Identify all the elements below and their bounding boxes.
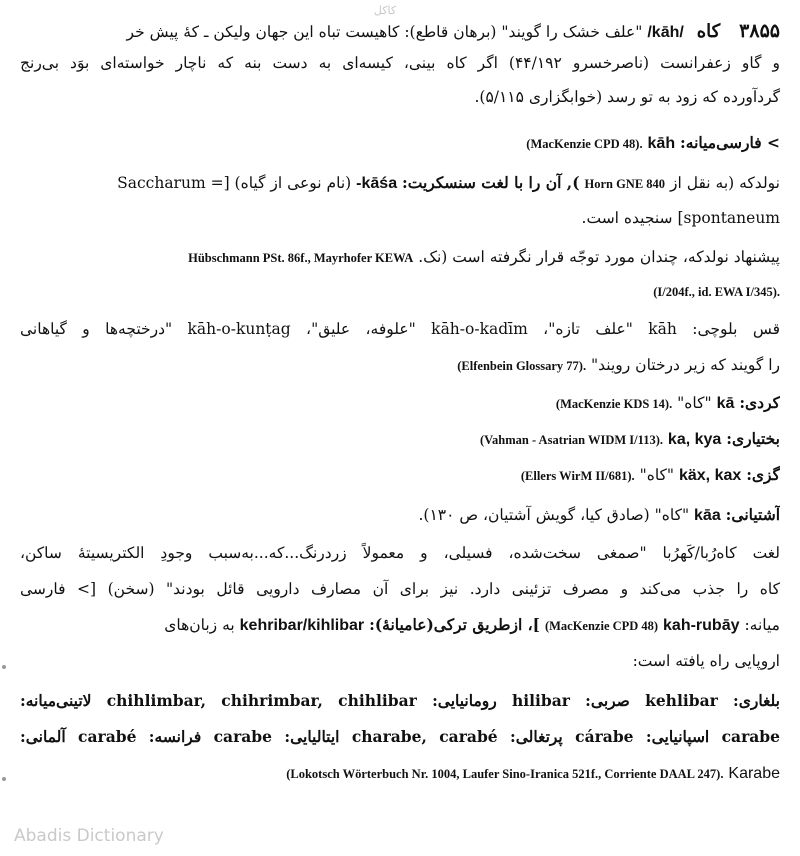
entry-line-1 xyxy=(20,16,780,46)
noldeke-line-1 xyxy=(20,168,780,198)
european-line-2: carabe اسپانیایی: cárabe پرتغالی: charabe, carabé ایتالیایی: carabe فرانسه: carabé آلمانی: xyxy=(20,727,780,746)
header-watermark: کاکل xyxy=(373,4,397,17)
hubschmann-ref: Hübschmann PSt. 86f., Mayrhofer KEWA xyxy=(188,251,414,265)
kurdish-line xyxy=(20,388,780,418)
middle-persian-ref: (MacKenzie CPD 48). xyxy=(526,137,643,151)
ashtiani-label: آشتیانی: xyxy=(725,505,780,524)
kahroba-turkish-word: kehribar/kihlibar xyxy=(239,617,365,634)
kahroba-line-1: لغت کاه‌رُبا/کَهرُبا "صمغی سخت‌شده، فسیلی، و معمولاً زردرنگ...که...به‌سبب وجودِ الکتریسیتهٔ ساکن، xyxy=(20,544,780,562)
entry-line-3: گردآورده که زود به تو رسد (خوابگزاری ۵/۱۱۵). xyxy=(474,88,780,106)
kahroba-continuation: به زبان‌های xyxy=(164,616,235,634)
middle-persian-line xyxy=(20,128,780,158)
bakhtiari-word: ka, kya xyxy=(667,431,722,448)
gazi-word: käx, kax xyxy=(678,467,742,484)
german-word: Karabe xyxy=(728,765,780,782)
kahroba-ref: (MacKenzie CPD 48) xyxy=(544,619,659,633)
hubschmann-ref-2: (I/204f., id. EWA I/345). xyxy=(653,285,780,299)
kahroba-line-3 xyxy=(20,610,780,640)
sanskrit-word: -kāśa xyxy=(356,175,398,192)
european-ref: (Lokotsch Wörterbuch Nr. 1004, Laufer Sino-Iranica 521f., Corriente DAAL 247). xyxy=(286,767,724,781)
hubschmann-text: پیشنهاد نولدکه، چندان مورد توجّه قرار نگرفته است (نک. xyxy=(418,248,780,266)
margin-dot xyxy=(2,665,6,669)
footer-watermark: Abadis Dictionary xyxy=(14,826,164,846)
headword: کاه xyxy=(696,21,721,42)
kahroba-middle-persian-label: میانه: xyxy=(744,616,780,634)
gazi-line xyxy=(20,460,780,490)
entry-line-2: و گاو زعفرانست (ناصرخسرو ۴۴/۱۹۲) اگر کاه بینی، کیسه‌ای به دست بنه که ناچار خواسته‌ای بوَد بی‌رنج xyxy=(20,54,780,72)
noldeke-sanskrit-label: ), آن را با لغت سنسکریت: xyxy=(402,173,580,192)
kahroba-line-2: کاه را جذب می‌کند و مصرف تزئینی دارد. نیز برای آن مصارف دارویی قائل بودند" (سخن) [> فارسی xyxy=(20,580,780,598)
kahroba-turkish-label: ]، ازطریق ترکی(عامیانهٔ): xyxy=(369,615,540,634)
baluchi-line-1: قس بلوچی: kāh "علف تازه"، kāh-o-kadīm "علوفه، علیق"، kāh-o-kunṭag "درختچه‌ها و گیاهانی xyxy=(20,320,780,338)
bakhtiari-label: بختیاری: xyxy=(726,429,780,448)
entry-definition: "علف خشک را گویند" (برهان قاطع): کاهیست تباه این جهان ولیکن ـ کهٔ پیش خر xyxy=(126,23,643,41)
hubschmann-line-2 xyxy=(20,276,780,306)
bakhtiari-ref: (Vahman - Asatrian WIDM I/113). xyxy=(479,433,663,447)
gazi-label: گزی: xyxy=(746,465,780,484)
noldeke-text: نولدکه (به نقل از xyxy=(669,174,780,192)
margin-dot xyxy=(2,777,6,781)
kurdish-label: کردی: xyxy=(739,393,780,412)
ashtiani-line xyxy=(20,500,780,530)
bakhtiari-line xyxy=(20,424,780,454)
gazi-ref: (Ellers WirM II/681). xyxy=(520,469,635,483)
middle-persian-word: kāh xyxy=(647,135,676,152)
kahroba-middle-persian-word: kah-rubāy xyxy=(663,617,740,634)
kahroba-line-4: اروپایی راه یافته است: xyxy=(632,652,780,670)
gazi-gloss: "کاه" xyxy=(639,466,675,484)
european-line-1: بلغاری: kehlibar صربی: hilibar رومانیایی: chihlimbar, chihrimbar, chihlibar لاتینی‌میانه: xyxy=(20,691,780,710)
baluchi-ref: (Elfenbein Glossary 77). xyxy=(457,359,587,373)
sanskrit-gloss: (نام نوعی از گیاه) [= Saccharum xyxy=(117,174,352,192)
noldeke-ref: Horn GNE 840 xyxy=(584,177,666,191)
ashtiani-word: kāa xyxy=(694,507,721,524)
kurdish-gloss: "کاه" xyxy=(677,394,712,412)
european-line-3 xyxy=(20,758,780,788)
baluchi-line-2 xyxy=(20,350,780,380)
middle-persian-label: > فارسی‌میانه: xyxy=(680,133,780,152)
baluchi-text: را گویند که زیر درختان رویند" xyxy=(591,356,780,374)
headword-transcription: /kāh/ xyxy=(647,24,684,41)
noldeke-line-2: spontaneum] سنجیده است. xyxy=(581,209,780,227)
kurdish-ref: (MacKenzie KDS 14). xyxy=(555,397,673,411)
page-number: ۳۸۵۵ xyxy=(739,20,780,42)
kurdish-word: kā xyxy=(716,395,735,412)
hubschmann-line-1 xyxy=(20,242,780,272)
ashtiani-gloss: "کاه" (صادق کیا، گویش آشتیان، ص ۱۳۰). xyxy=(418,506,690,524)
